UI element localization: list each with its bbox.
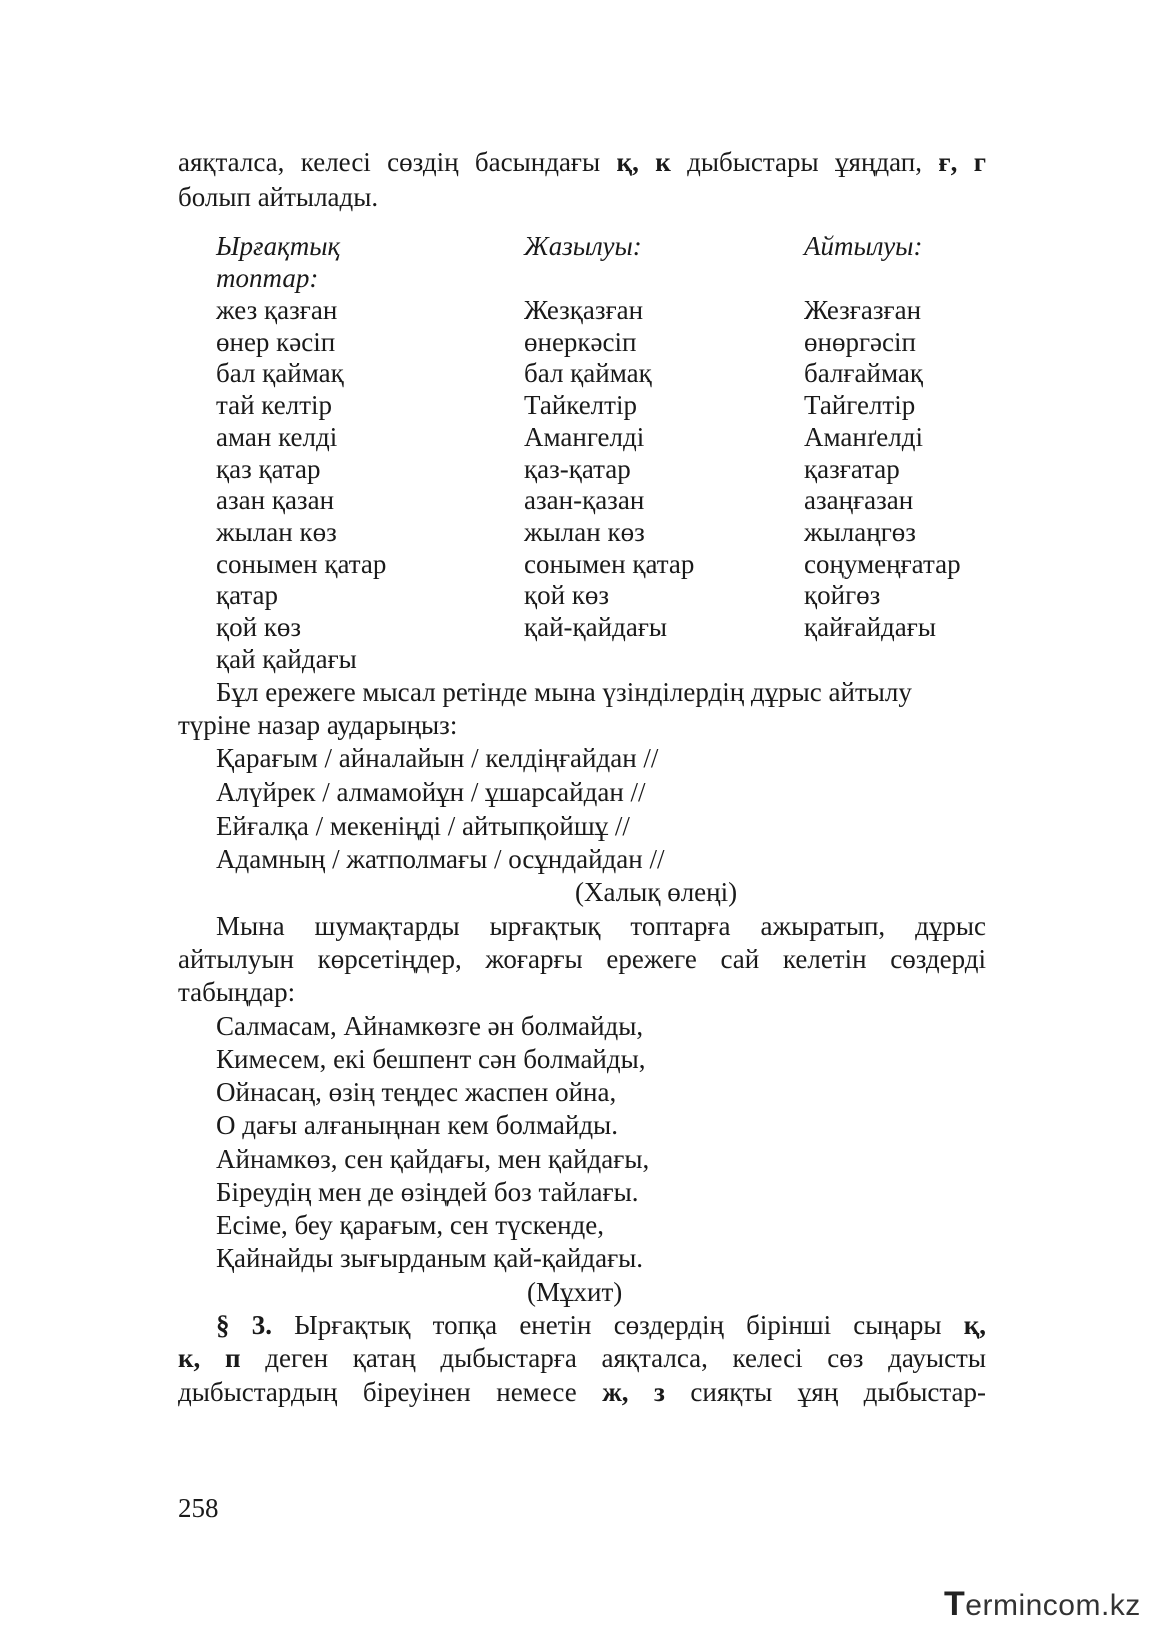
- table-row: [216, 579, 986, 612]
- cell-spoken: қойгөз: [804, 580, 881, 611]
- poem2-line: Айнамкөз, сен қайдағы, мен қайдағы,: [216, 1144, 650, 1174]
- cell-group: жез қазған: [216, 295, 338, 325]
- poem2-line: Қайнайды зығырданым қай-қайдағы.: [216, 1243, 644, 1273]
- cell-group: аман келді: [216, 421, 338, 452]
- table-row: [216, 421, 986, 454]
- para1-line-2: түріне назар аударыңыз:: [178, 710, 458, 740]
- cell-written: Тайкелтір: [524, 390, 637, 421]
- table-row: [216, 357, 986, 390]
- section3-line-1: § 3. Ырғақтық топқа енетін сөздердің бірінші сыңары қ,: [216, 1310, 986, 1340]
- cell-written: Амангелді: [524, 421, 645, 452]
- table-row: [216, 484, 986, 517]
- header-groups-2: топтар:: [216, 263, 319, 293]
- cell-group: қай қайдағы: [216, 643, 357, 674]
- cell-group: бал қаймақ: [216, 358, 344, 389]
- poem1-line: Қарағым / айналайын / келдіңғайдан //: [216, 743, 659, 773]
- table-row: [216, 389, 986, 422]
- cell-written: қой көз: [524, 580, 610, 611]
- para2-line-2: айтылуын көрсетіңдер, жоғарғы ережеге сай келетін сөздерді: [178, 944, 986, 974]
- table-row: [216, 453, 986, 486]
- cell-spoken: қазғатар: [804, 453, 900, 484]
- poem1-source: (Халық өлеңі): [575, 877, 738, 907]
- site-watermark-logo: Termincom.kz: [944, 1585, 1141, 1623]
- table-row: [216, 611, 986, 644]
- intro-line-1: аяқталса, келесі сөздің басындағы қ, к дыбыстары ұяңдап, ғ, г: [178, 147, 986, 177]
- cell-spoken: өнөргәсіп: [804, 326, 916, 357]
- poem1-line: Алүйрек / алмамойұн / ұшарсайдан //: [216, 777, 646, 807]
- table-header-row-2: [216, 262, 986, 295]
- cell-written: азан-қазан: [524, 485, 645, 516]
- poem1-line: Адамның / жатполмағы / осұндайдан //: [216, 844, 665, 874]
- cell-written: бал қаймақ: [524, 358, 652, 389]
- cell-group: қаз қатар: [216, 453, 321, 484]
- cell-group: азан қазан: [216, 485, 335, 516]
- poem2-line: Салмасам, Айнамкөзге ән болмайды,: [216, 1011, 644, 1041]
- cell-written: Жезқазған: [524, 295, 644, 325]
- header-groups-1: Ырғақтық: [216, 231, 341, 261]
- cell-written: жылан көз: [524, 516, 645, 547]
- para2-line-1: Мына шумақтарды ырғақтық топтарға ажыратып, дұрыс: [216, 911, 986, 941]
- section3-line-2: к, п деген қатаң дыбыстарға аяқталса, келесі сөз дауысты: [178, 1343, 986, 1373]
- poem2-line: О дағы алғаныңнан кем болмайды.: [216, 1110, 618, 1140]
- header-spoken: Айтылуы:: [804, 231, 923, 261]
- poem2-line: Кимесем, екі бешпент сән болмайды,: [216, 1044, 646, 1074]
- cell-spoken: қайғайдағы: [804, 612, 936, 642]
- cell-spoken: Жезғазған: [804, 295, 922, 325]
- cell-written: сонымен қатар: [524, 548, 695, 579]
- cell-spoken: соңумеңғатар: [804, 548, 961, 579]
- cell-group: жылан көз: [216, 516, 337, 547]
- poem2-line: Ойнасаң, өзің теңдес жаспен ойна,: [216, 1077, 617, 1107]
- cell-spoken: Аманґелді: [804, 421, 924, 452]
- cell-group: қой көз: [216, 612, 302, 642]
- cell-group: қатар: [216, 580, 279, 611]
- para1-line-1: Бұл ережеге мысал ретінде мына үзінділердің дұрыс айтылу: [216, 677, 912, 707]
- poem2-line: Біреудің мен де өзіңдей боз тайлағы.: [216, 1177, 639, 1207]
- poem1-line: Ейғалқа / мекеніңді / айтыпқойшұ //: [216, 811, 630, 841]
- table-row: [216, 643, 986, 676]
- cell-spoken: Тайгелтір: [804, 390, 916, 421]
- table-header-row: [216, 230, 986, 263]
- section-number: § 3.: [216, 1310, 272, 1340]
- cell-written: қай-қайдағы: [524, 612, 668, 642]
- table-row: [216, 294, 986, 327]
- cell-written: өнеркәсіп: [524, 326, 637, 357]
- table-row: [216, 516, 986, 549]
- cell-written: қаз-қатар: [524, 453, 631, 484]
- cell-spoken: азаңғазан: [804, 485, 914, 516]
- page-number: 258: [178, 1493, 219, 1523]
- poem2-source: (Мұхит): [527, 1277, 623, 1307]
- header-written: Жазылуы:: [524, 231, 642, 261]
- table-row: [216, 548, 986, 581]
- cell-group: тай келтір: [216, 390, 333, 421]
- para2-line-3: табыңдар:: [178, 977, 296, 1007]
- poem2-line: Есіме, беу қарағым, сен түскенде,: [216, 1210, 605, 1240]
- section3-line-3: дыбыстардың біреуінен немесе ж, з сияқты ұяң дыбыстар-: [178, 1377, 986, 1407]
- cell-spoken: жылаңгөз: [804, 516, 916, 547]
- cell-group: сонымен қатар: [216, 548, 387, 579]
- cell-spoken: балғаймақ: [804, 358, 923, 389]
- intro-line-2: болып айтылады.: [178, 182, 379, 212]
- cell-group: өнер кәсіп: [216, 326, 336, 357]
- table-row: [216, 326, 986, 359]
